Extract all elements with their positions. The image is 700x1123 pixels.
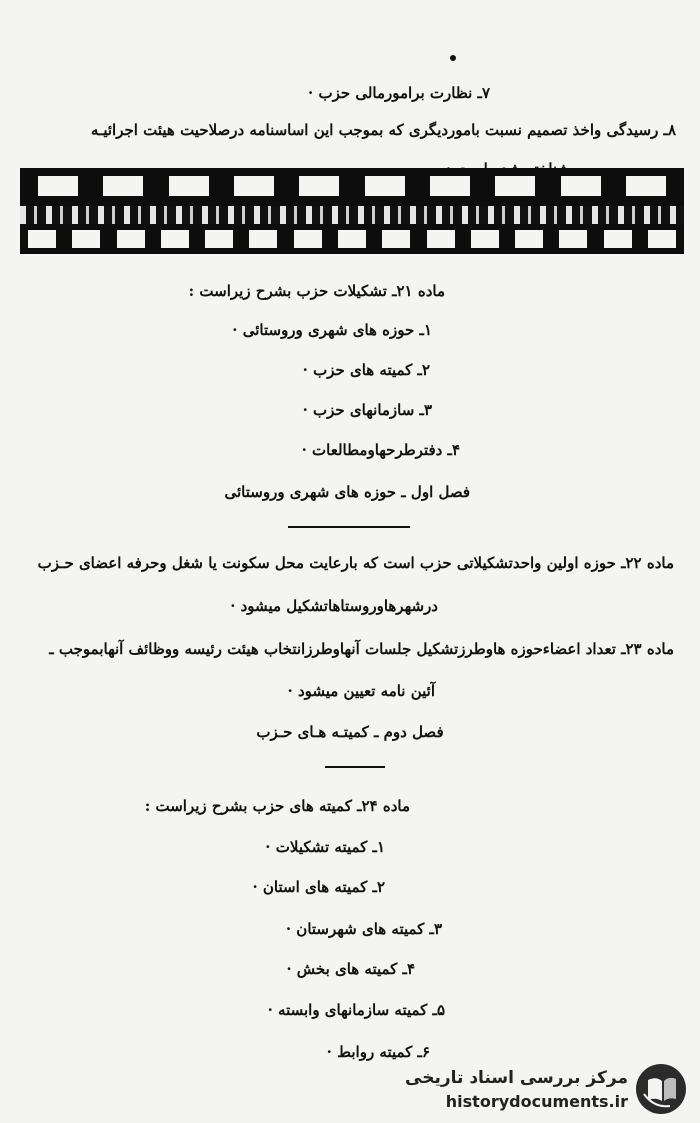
- section-1-title: فصل اول ـ حوزه های شهری وروستائی: [224, 483, 470, 501]
- article-24-item-3: ۳ـ کمیته های شهرستان ·: [285, 920, 442, 938]
- watermark-logo: [405, 1062, 690, 1116]
- article-21-item-3: ۳ـ سازمانهای حزب ·: [302, 401, 432, 419]
- page-dot: [450, 55, 456, 61]
- article-24-item-4: ۴ـ کمیته های بخش ·: [286, 960, 415, 978]
- item-8-line1: ۸ـ رسیدگی واخذ تصمیم نسبت باموردیگری که بموجب این اساسنامه درصلاحیت هیئت اجرائیـه: [90, 121, 676, 139]
- article-24-item-5: ۵ـ کمیته سازمانهای وابسته ·: [267, 1001, 445, 1019]
- article-22-line2: درشهرهاوروستاهاتشکیل میشود ·: [230, 597, 438, 615]
- article-21-item-1: ۱ـ حوزه های شهری وروستائی ·: [232, 321, 432, 339]
- watermark-name: مرکز بررسی اسناد تاریخی: [405, 1068, 628, 1088]
- section-2-title: فصل دوم ـ کمیتـه هـای حـزب: [256, 723, 444, 741]
- article-24-intro: ماده ۲۴ـ کمیته های حزب بشرح زیراست :: [144, 797, 410, 815]
- article-23-line1: ماده ۲۳ـ تعداد اعضاءحوزه هاوطرزتشکیل جلسات آنهاوطرزانتخاب هیئت رئیسه ووظائف آنهابموجب ـ: [49, 640, 674, 658]
- section-2-rule: [325, 766, 385, 768]
- watermark-url: historydocuments.ir: [445, 1092, 628, 1111]
- article-24-item-6: ۶ـ کمیته روابط ·: [326, 1043, 430, 1061]
- article-24-item-1: ۱ـ کمیته تشکیلات ·: [265, 838, 385, 856]
- book-logo-icon: [636, 1064, 686, 1114]
- section-1-rule: [288, 526, 410, 528]
- article-23-line2: آئین نامه تعیین میشود ·: [287, 682, 435, 700]
- article-21-item-4: ۴ـ دفترطرحهاومطالعات ·: [301, 441, 460, 459]
- article-22-line1: ماده ۲۲ـ حوزه اولین واحدتشکیلاتی حزب است که بارعایت محل سکونت یا شغل وحرفه اعضای حـزب: [37, 554, 674, 572]
- article-24-item-2: ۲ـ کمیته های استان ·: [252, 878, 385, 896]
- item-7: ۷ـ نظارت برامورمالی حزب ·: [308, 84, 490, 102]
- article-21-intro: ماده ۲۱ـ تشکیلات حزب بشرح زیراست :: [188, 282, 445, 300]
- article-21-item-2: ۲ـ کمیته های حزب ·: [302, 361, 430, 379]
- scan-artifact-band: [20, 168, 684, 254]
